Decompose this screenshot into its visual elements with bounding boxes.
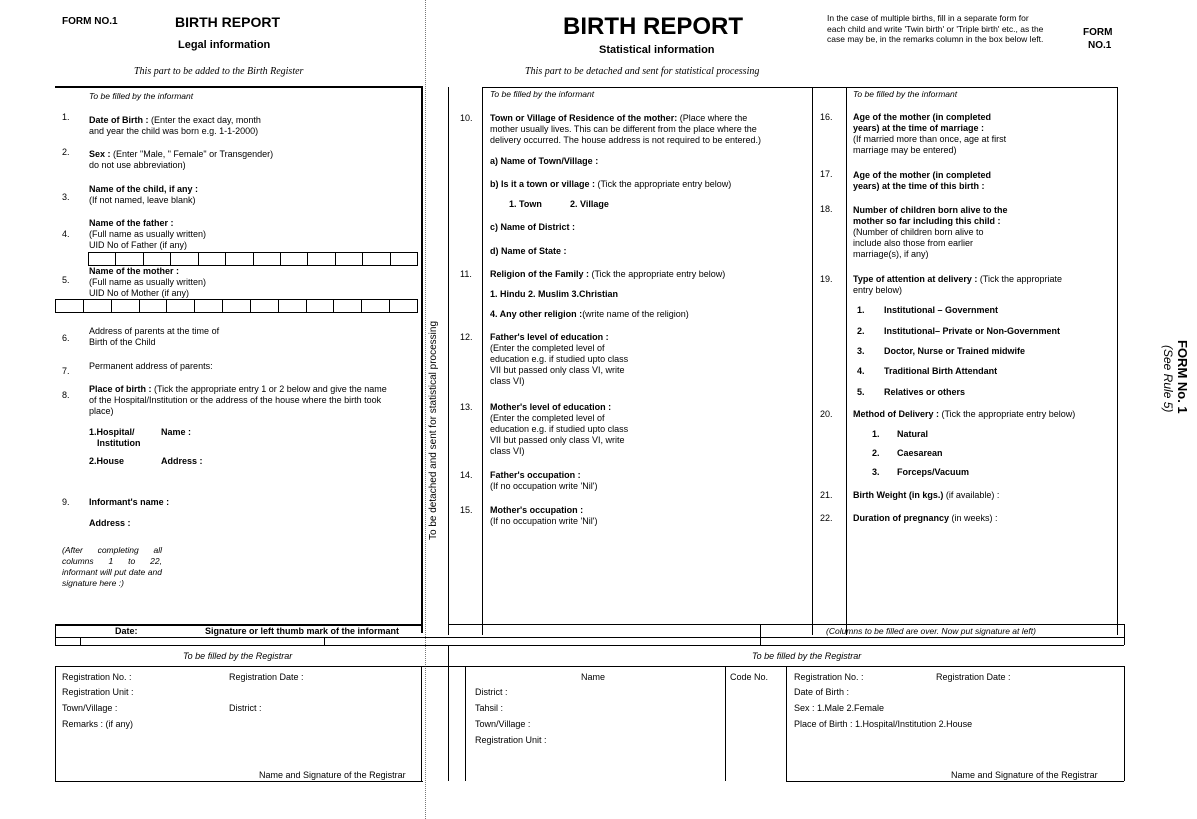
item-5-hint: (Full name as usually written) [89, 277, 207, 287]
registrar-sign-right: Name and Signature of the Registrar [951, 770, 1098, 780]
item-7-label: Permanent address of parents: [89, 361, 213, 371]
attention-5-num: 5. [857, 387, 865, 397]
reg-unit-left: Registration Unit : [62, 687, 134, 697]
item-10d-label: d) Name of State : [490, 246, 567, 256]
left-note: This part to be added to the Birth Register [134, 66, 304, 77]
attention-3-num: 3. [857, 346, 865, 356]
item-2-number: 2. [62, 147, 70, 157]
middle-code-header: Code No. [730, 672, 769, 682]
attention-2: Institutional– Private or Non-Government [884, 326, 1061, 336]
district-left: District : [229, 703, 262, 713]
item-20-label: Method of Delivery : (Tick the appropriate entry below) [853, 409, 1076, 419]
right-title: BIRTH REPORT [563, 13, 743, 40]
side-form-no: FORM No. 1 [1175, 340, 1190, 414]
detach-note: To be detached and sent for statistical processing [428, 320, 439, 540]
item-1-hint: and year the child was born e.g. 1-1-2000) [89, 126, 259, 136]
method-1: Natural [897, 429, 929, 439]
item-13-number: 13. [460, 402, 473, 412]
right-note: This part to be detached and sent for statistical processing [525, 66, 760, 77]
item-3-label: Name of the child, if any : [89, 184, 199, 194]
mother-uid-boxes[interactable] [55, 299, 418, 313]
item-16-hint-2: marriage may be entered) [853, 145, 957, 155]
item-19-number: 19. [820, 274, 833, 284]
left-title: BIRTH REPORT [175, 14, 280, 30]
method-3-num: 3. [872, 467, 880, 477]
item-5-uid: UID No of Mother (if any) [89, 288, 190, 298]
item-19-label: Type of attention at delivery : (Tick the appropriate [853, 274, 1063, 284]
mid-filled-by: To be filled by the informant [490, 89, 595, 99]
item-14-hint: (If no occupation write 'Nil') [490, 481, 598, 491]
town-option: 1. Town [509, 199, 542, 209]
item-3-number: 3. [62, 192, 70, 202]
item-12-number: 12. [460, 332, 473, 342]
middle-name-header: Name [581, 672, 606, 682]
item-17-label-2: years) at the time of this birth : [853, 181, 985, 191]
house-option: 2.House [89, 456, 125, 466]
item-4-label: Name of the father : [89, 218, 174, 228]
item-12-hint-4: class VI) [490, 376, 525, 386]
item-18-number: 18. [820, 204, 833, 214]
item-16-label: Age of the mother (in completed [853, 112, 992, 122]
item-1-number: 1. [62, 112, 70, 122]
item-17-number: 17. [820, 169, 833, 179]
hospital-option-2: Institution [97, 438, 141, 448]
side-rule: (See Rule 5) [1161, 345, 1175, 413]
item-7-number: 7. [62, 366, 70, 376]
item-8-label: Place of birth : (Tick the appropriate entry 1 or 2 below and give the name [89, 384, 387, 394]
middle-reg-unit: Registration Unit : [475, 735, 547, 745]
middle-town: Town/Village : [475, 719, 531, 729]
item-4-hint: (Full name as usually written) [89, 229, 207, 239]
item-18-label: Number of children born alive to the [853, 205, 1008, 215]
item-18-hint-2: include also those from earlier [853, 238, 974, 248]
item-1-label: Date of Birth : (Enter the exact day, month [89, 115, 261, 125]
item-10-hint-2: delivery occurred. The house address is not required to be entered.) [490, 135, 761, 145]
item-2-hint: do not use abbreviation) [89, 160, 186, 170]
multiple-births-note: In the case of multiple births, fill in a separate form for each child and write 'Twin birth' or 'Triple birth' etc., as the case may be, in the remarks column in the box below left. [827, 13, 1044, 44]
item-13-label: Mother's level of education : [490, 402, 612, 412]
method-2-num: 2. [872, 448, 880, 458]
item-10-hint-1: mother usually lives. This can be different from the place where the [490, 124, 757, 134]
town-left: Town/Village : [62, 703, 118, 713]
item-16-number: 16. [820, 112, 833, 122]
item-16-label-2: years) at the time of marriage : [853, 123, 985, 133]
reg-no-left: Registration No. : [62, 672, 132, 682]
middle-tahsil: Tahsil : [475, 703, 504, 713]
pob-right: Place of Birth : 1.Hospital/Institution 2.House [794, 719, 973, 729]
right-form-no-2: NO.1 [1088, 40, 1112, 51]
left-form-no: FORM NO.1 [62, 16, 118, 27]
item-15-label: Mother's occupation : [490, 505, 584, 515]
method-3: Forceps/Vacuum [897, 467, 970, 477]
item-3-hint: (If not named, leave blank) [89, 195, 196, 205]
item-18-hint-1: (Number of children born alive to [853, 227, 984, 237]
columns-over-note: (Columns to be filled are over. Now put signature at left) [826, 626, 1036, 636]
item-13-hint-4: class VI) [490, 446, 525, 456]
reg-date-left: Registration Date : [229, 672, 304, 682]
item-22-label: Duration of pregnancy (in weeks) : [853, 513, 998, 523]
right-form-no-1: FORM [1083, 27, 1113, 38]
right-filled-by: To be filled by the informant [853, 89, 958, 99]
item-10-label: Town or Village of Residence of the mother: (Place where the [490, 113, 748, 123]
right-subtitle: Statistical information [599, 44, 715, 56]
item-6-label: Address of parents at the time of [89, 326, 220, 336]
item-17-label: Age of the mother (in completed [853, 170, 992, 180]
item-5-number: 5. [62, 275, 70, 285]
method-2: Caesarean [897, 448, 943, 458]
left-filled-by: To be filled by the informant [89, 91, 194, 101]
item-18-label-2: mother so far including this child : [853, 216, 1001, 226]
item-6-hint: Birth of the Child [89, 337, 156, 347]
item-11-number: 11. [460, 269, 472, 279]
item-10-number: 10. [460, 113, 473, 123]
attention-4: Traditional Birth Attendant [884, 366, 998, 376]
item-12-hint-3: VII but passed only class VI, write [490, 365, 625, 375]
hospital-option: 1.Hospital/ [89, 427, 135, 437]
item-15-hint: (If no occupation write 'Nil') [490, 516, 598, 526]
attention-5: Relatives or others [884, 387, 966, 397]
item-10a-label: a) Name of Town/Village : [490, 156, 599, 166]
middle-district: District : [475, 687, 508, 697]
after-completing-note: (After completing all columns 1 to 22, informant will put date and signature here :) [62, 545, 162, 588]
item-15-number: 15. [460, 505, 473, 515]
sex-right: Sex : 1.Male 2.Female [794, 703, 885, 713]
item-6-number: 6. [62, 333, 70, 343]
item-20-number: 20. [820, 409, 833, 419]
item-5-label: Name of the mother : [89, 266, 180, 276]
item-2-label: Sex : (Enter "Male, " Female" or Transgender) [89, 149, 274, 159]
father-uid-boxes[interactable] [88, 252, 418, 266]
item-9-number: 9. [62, 497, 70, 507]
item-14-number: 14. [460, 470, 473, 480]
item-10b-label: b) Is it a town or village : (Tick the appropriate entry below) [490, 179, 732, 189]
item-18-hint-3: marriage(s), if any) [853, 249, 929, 259]
item-4-uid: UID No of Father (if any) [89, 240, 188, 250]
item-14-label: Father's occupation : [490, 470, 581, 480]
attention-1: Institutional – Government [884, 305, 999, 315]
left-subtitle: Legal information [178, 39, 271, 51]
item-8-hint-2: place) [89, 406, 114, 416]
item-10c-label: c) Name of District : [490, 222, 576, 232]
item-8-hint-1: of the Hospital/Institution or the address of the house where the birth took [89, 395, 382, 405]
item-12-hint-2: education e.g. if studied upto class [490, 354, 629, 364]
item-12-hint-1: (Enter the completed level of [490, 343, 605, 353]
signature-label: Signature or left thumb mark of the informant [205, 626, 400, 636]
religion-other: 4. Any other religion :(write name of the religion) [490, 309, 689, 319]
item-21-number: 21. [820, 490, 833, 500]
house-address-label: Address : [161, 456, 203, 466]
remarks-left: Remarks : (if any) [62, 719, 134, 729]
item-13-hint-2: education e.g. if studied upto class [490, 424, 629, 434]
registrar-filled-right: To be filled by the Registrar [752, 651, 862, 661]
item-13-hint-1: (Enter the completed level of [490, 413, 605, 423]
item-13-hint-3: VII but passed only class VI, write [490, 435, 625, 445]
item-12-label: Father's level of education : [490, 332, 609, 342]
item-9-address: Address : [89, 518, 131, 528]
village-option: 2. Village [570, 199, 609, 209]
item-19-hint: entry below) [853, 285, 903, 295]
item-8-number: 8. [62, 390, 70, 400]
item-16-hint-1: (If married more than once, age at first [853, 134, 1007, 144]
item-9-label: Informant's name : [89, 497, 170, 507]
item-21-label: Birth Weight (in kgs.) (if available) : [853, 490, 1000, 500]
item-4-number: 4. [62, 229, 70, 239]
attention-1-num: 1. [857, 305, 865, 315]
date-label: Date: [115, 626, 138, 636]
registrar-sign-left: Name and Signature of the Registrar [259, 770, 406, 780]
dob-right: Date of Birth : [794, 687, 850, 697]
hospital-name-label: Name : [161, 427, 192, 437]
registrar-filled-left: To be filled by the Registrar [183, 651, 293, 661]
attention-2-num: 2. [857, 326, 865, 336]
attention-4-num: 4. [857, 366, 865, 376]
reg-date-right: Registration Date : [936, 672, 1011, 682]
item-22-number: 22. [820, 513, 833, 523]
attention-3: Doctor, Nurse or Trained midwife [884, 346, 1026, 356]
reg-no-right: Registration No. : [794, 672, 864, 682]
item-11-label: Religion of the Family : (Tick the appropriate entry below) [490, 269, 726, 279]
method-1-num: 1. [872, 429, 880, 439]
religion-options: 1. Hindu 2. Muslim 3.Christian [490, 289, 619, 299]
